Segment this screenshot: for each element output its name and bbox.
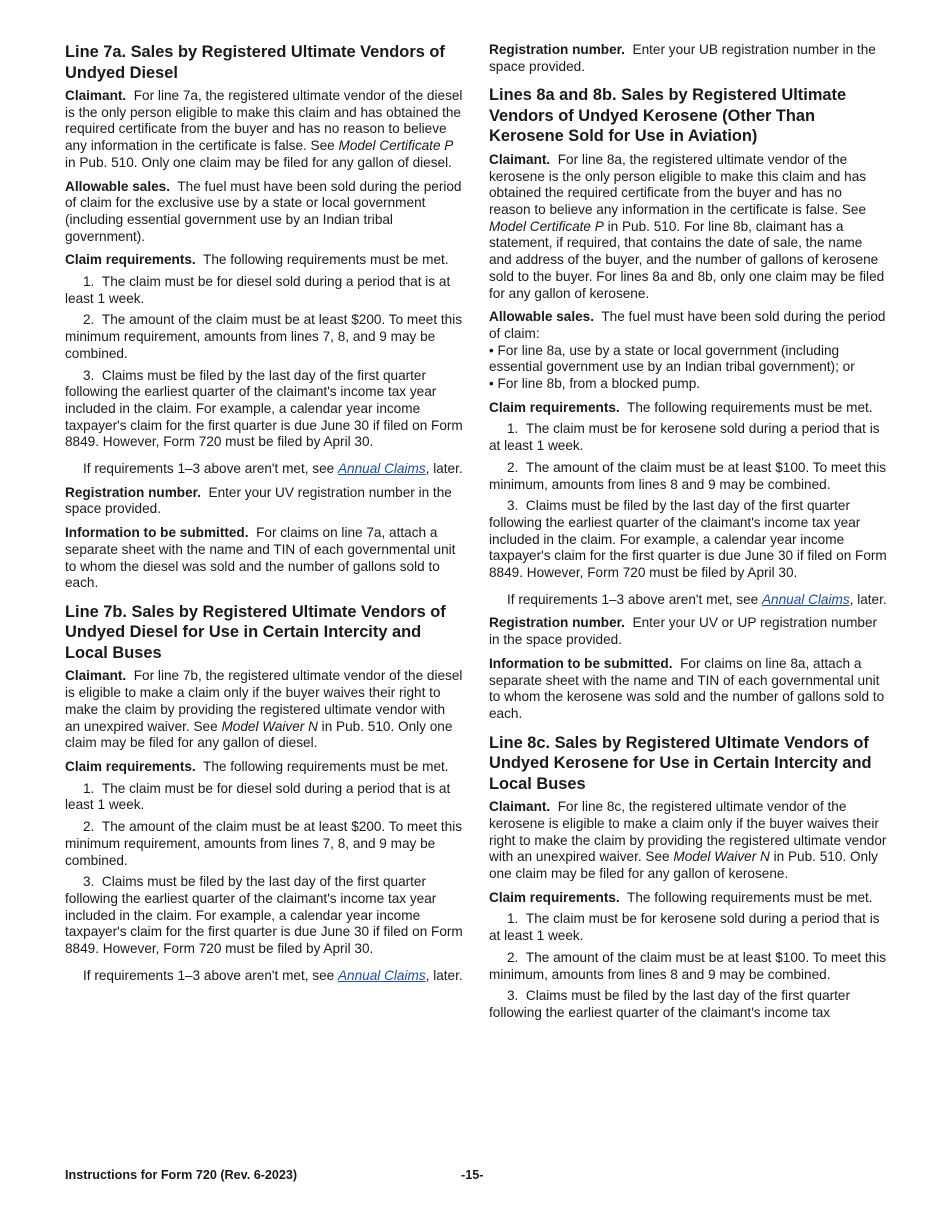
if-requirements-tail: , later. bbox=[425, 461, 463, 477]
claimant-paragraph bbox=[489, 152, 887, 302]
claimant-text: For line 8c, the registered ultimate vendor of the kerosene is eligible to make a claim only if the buyer waives their right to make the claim by providing the registered ultimate vendor with an unexpired waiver. See bbox=[489, 799, 887, 865]
claim-requirements-label: Claim requirements. bbox=[65, 759, 196, 774]
registration-number-text: Enter your UV registration number in the space provided. bbox=[65, 484, 452, 517]
allowable-sales-text: The fuel must have been sold during the period of claim for the exclusive use by a state or local government (including essential government use by an Indian tribal government). bbox=[65, 178, 462, 244]
requirement-item: 3. Claims must be filed by the last day of the first quarter following the earliest quarter of the claimant's income tax year included in the claim. For example, a calendar year income taxpayer's claim for the first quarter is due June 30 if filed on Form 8849. However, Form 720 must be filed by April 30. bbox=[65, 874, 463, 957]
annual-claims-link[interactable]: Annual Claims bbox=[761, 591, 850, 607]
requirement-item: 3. Claims must be filed by the last day of the first quarter following the earliest quarter of the claimant's income tax bbox=[489, 988, 851, 1020]
claimant-text-2: in Pub. 510. Only one claim may be filed for any gallon of kerosene. bbox=[489, 849, 878, 882]
heading-line-7a: Line 7a. Sales by Registered Ultimate Vendors of Undyed Diesel bbox=[65, 43, 445, 82]
registration-number-text: Enter your UB registration number in the space provided. bbox=[489, 42, 876, 74]
claim-requirements-paragraph bbox=[489, 890, 887, 907]
left-column bbox=[65, 42, 463, 991]
claim-requirements-text: The following requirements must be met. bbox=[627, 889, 873, 905]
claimant-label: Claimant. bbox=[489, 799, 551, 815]
requirement-item: 2. The amount of the claim must be at least $100. To meet this minimum, amounts from lines 8 and 9 may be combined. bbox=[489, 949, 887, 982]
if-requirements-tail: , later. bbox=[849, 591, 887, 607]
claimant-label: Claimant. bbox=[489, 151, 551, 167]
claimant-text: For line 7a, the registered ultimate vendor of the diesel is the only person eligible to make this claim and has obtained the required certificate from the buyer and has no reason to believe any information in the certificate is false. See bbox=[65, 88, 463, 154]
registration-number-paragraph bbox=[65, 485, 463, 518]
heading-lines-8a-8b: Lines 8a and 8b. Sales by Registered Ultimate Vendors of Undyed Kerosene (Other Than Kerosene Sold for Use in Aviation) bbox=[489, 86, 847, 146]
allowable-sales-label: Allowable sales. bbox=[65, 178, 171, 194]
information-submitted-label: Information to be submitted. bbox=[489, 655, 673, 671]
claimant-paragraph bbox=[65, 668, 463, 752]
claim-requirements-label: Claim requirements. bbox=[489, 399, 620, 415]
claimant-text-2: in Pub. 510. For line 8b, claimant has a statement, if required, that contains the date of sale, the name and address of the buyer, and the number of gallons of kerosene sold to the buyer. For lines 8a and 8b, only one claim may be filed for any gallon of kerosene. bbox=[489, 218, 885, 301]
if-requirements-paragraph bbox=[489, 592, 887, 609]
claimant-text: For line 7b, the registered ultimate vendor of the diesel is eligible to make a claim only if the buyer waives their right to make the claim by providing the registered ultimate vendor with an unexpired waiver. See bbox=[65, 668, 463, 734]
claimant-label: Claimant. bbox=[65, 88, 127, 103]
bullet-item bbox=[489, 343, 887, 376]
claim-requirements-label: Claim requirements. bbox=[65, 252, 196, 268]
allowable-sales-label: Allowable sales. bbox=[489, 309, 595, 325]
if-requirements-tail: , later. bbox=[425, 967, 463, 983]
information-submitted-label: Information to be submitted. bbox=[65, 525, 249, 541]
if-requirements-text: If requirements 1–3 above aren't met, see bbox=[507, 591, 759, 607]
allowable-sales-paragraph bbox=[65, 179, 463, 246]
claim-requirements-paragraph bbox=[65, 759, 463, 776]
if-requirements-text: If requirements 1–3 above aren't met, see bbox=[83, 967, 335, 983]
bullet-icon: • bbox=[489, 376, 494, 392]
form-title: Instructions for Form 720 (Rev. 6-2023) bbox=[65, 1168, 298, 1182]
claimant-paragraph bbox=[489, 799, 887, 883]
if-requirements-paragraph bbox=[65, 461, 463, 478]
page-footer bbox=[65, 1168, 885, 1186]
bullet-text: For line 8b, from a blocked pump. bbox=[497, 376, 701, 392]
requirement-item: 3. Claims must be filed by the last day of the first quarter following the earliest quarter of the claimant's income tax year included in the claim. For example, a calendar year income taxpayer's claim for the first quarter is due June 30 if filed on Form 8849. However, Form 720 must be filed by April 30. bbox=[489, 498, 887, 581]
claim-requirements-text: The following requirements must be met. bbox=[203, 252, 449, 268]
page-number: -15- bbox=[461, 1168, 484, 1182]
heading-line-7b: Line 7b. Sales by Registered Ultimate Vendors of Undyed Diesel for Use in Certain Intercity and Local Buses bbox=[65, 602, 446, 662]
annual-claims-link[interactable]: Annual Claims bbox=[337, 461, 426, 477]
requirement-item: 2. The amount of the claim must be at least $200. To meet this minimum requirement, amounts from lines 7, 8, and 9 may be combined. bbox=[65, 819, 463, 868]
right-column bbox=[489, 42, 887, 1022]
requirement-item: 1. The claim must be for kerosene sold during a period that is at least 1 week. bbox=[489, 421, 880, 454]
registration-number-label: Registration number. bbox=[65, 484, 201, 500]
annual-claims-link[interactable]: Annual Claims bbox=[337, 967, 426, 983]
claim-requirements-label: Claim requirements. bbox=[489, 889, 620, 905]
claim-requirements-text: The following requirements must be met. bbox=[627, 399, 873, 415]
registration-number-text: Enter your UV or UP registration number in the space provided. bbox=[489, 615, 878, 648]
registration-number-paragraph bbox=[489, 615, 887, 648]
information-submitted-text: For claims on line 7a, attach a separate sheet with the name and TIN of each governmental unit to whom the diesel was sold and the number of gallons sold to each. bbox=[65, 525, 456, 591]
model-certificate-ref: Model Certificate P bbox=[338, 138, 454, 154]
if-requirements-paragraph bbox=[65, 968, 463, 985]
claim-requirements-text: The following requirements must be met. bbox=[203, 759, 449, 774]
if-requirements-text: If requirements 1–3 above aren't met, see bbox=[83, 461, 335, 477]
claimant-text: For line 8a, the registered ultimate vendor of the kerosene is the only person eligible to make this claim and has obtained the required certificate from the buyer and has no reason to believe any information in the certificate is false. See bbox=[489, 151, 867, 218]
model-waiver-ref: Model Waiver N bbox=[221, 718, 318, 734]
claim-requirements-paragraph bbox=[65, 252, 463, 269]
requirement-item: 1. The claim must be for diesel sold during a period that is at least 1 week. bbox=[65, 274, 451, 306]
information-submitted-paragraph bbox=[489, 656, 887, 723]
model-certificate-ref: Model Certificate P bbox=[489, 218, 604, 234]
information-submitted-text: For claims on line 8a, attach a separate sheet with the name and TIN of each governmental unit to whom the kerosene was sold and the number of gallons sold to each. bbox=[489, 655, 885, 721]
bullet-text: For line 8a, use by a state or local government (including essential government use by an Indian tribal government); or bbox=[489, 342, 855, 375]
requirement-item: 3. Claims must be filed by the last day of the first quarter following the earliest quarter of the claimant's income tax year included in the claim. For example, a calendar year income taxpayer's claim for the first quarter is due June 30 if filed on Form 8849. However, Form 720 must be filed by April 30. bbox=[65, 367, 463, 450]
requirement-item: 1. The claim must be for kerosene sold during a period that is at least 1 week. bbox=[489, 911, 880, 944]
bullet-icon: • bbox=[489, 342, 494, 358]
information-submitted-paragraph bbox=[65, 525, 463, 592]
model-waiver-ref: Model Waiver N bbox=[673, 849, 770, 865]
allowable-sales-paragraph bbox=[489, 309, 887, 342]
claimant-paragraph bbox=[65, 88, 463, 172]
claim-requirements-paragraph bbox=[489, 400, 887, 417]
registration-number-label: Registration number. bbox=[489, 615, 625, 631]
claimant-label: Claimant. bbox=[65, 668, 127, 684]
registration-number-label: Registration number. bbox=[489, 42, 625, 57]
requirement-item: 2. The amount of the claim must be at least $100. To meet this minimum, amounts from lines 8 and 9 may be combined. bbox=[489, 459, 887, 492]
bullet-item bbox=[489, 376, 887, 393]
registration-number-paragraph bbox=[489, 42, 887, 75]
requirement-item: 1. The claim must be for diesel sold during a period that is at least 1 week. bbox=[65, 780, 451, 813]
requirement-item: 2. The amount of the claim must be at least $200. To meet this minimum requirement, amounts from lines 7, 8, and 9 may be combined. bbox=[65, 312, 463, 361]
claimant-text-2: in Pub. 510. Only one claim may be filed for any gallon of diesel. bbox=[65, 154, 452, 170]
allowable-sales-text: The fuel must have been sold during the period of claim: bbox=[489, 309, 886, 341]
heading-line-8c: Line 8c. Sales by Registered Ultimate Vendors of Undyed Kerosene for Use in Certain Intercity and Local Buses bbox=[489, 733, 872, 793]
claimant-text-2: in Pub. 510. Only one claim may be filed for any gallon of diesel. bbox=[65, 718, 453, 751]
